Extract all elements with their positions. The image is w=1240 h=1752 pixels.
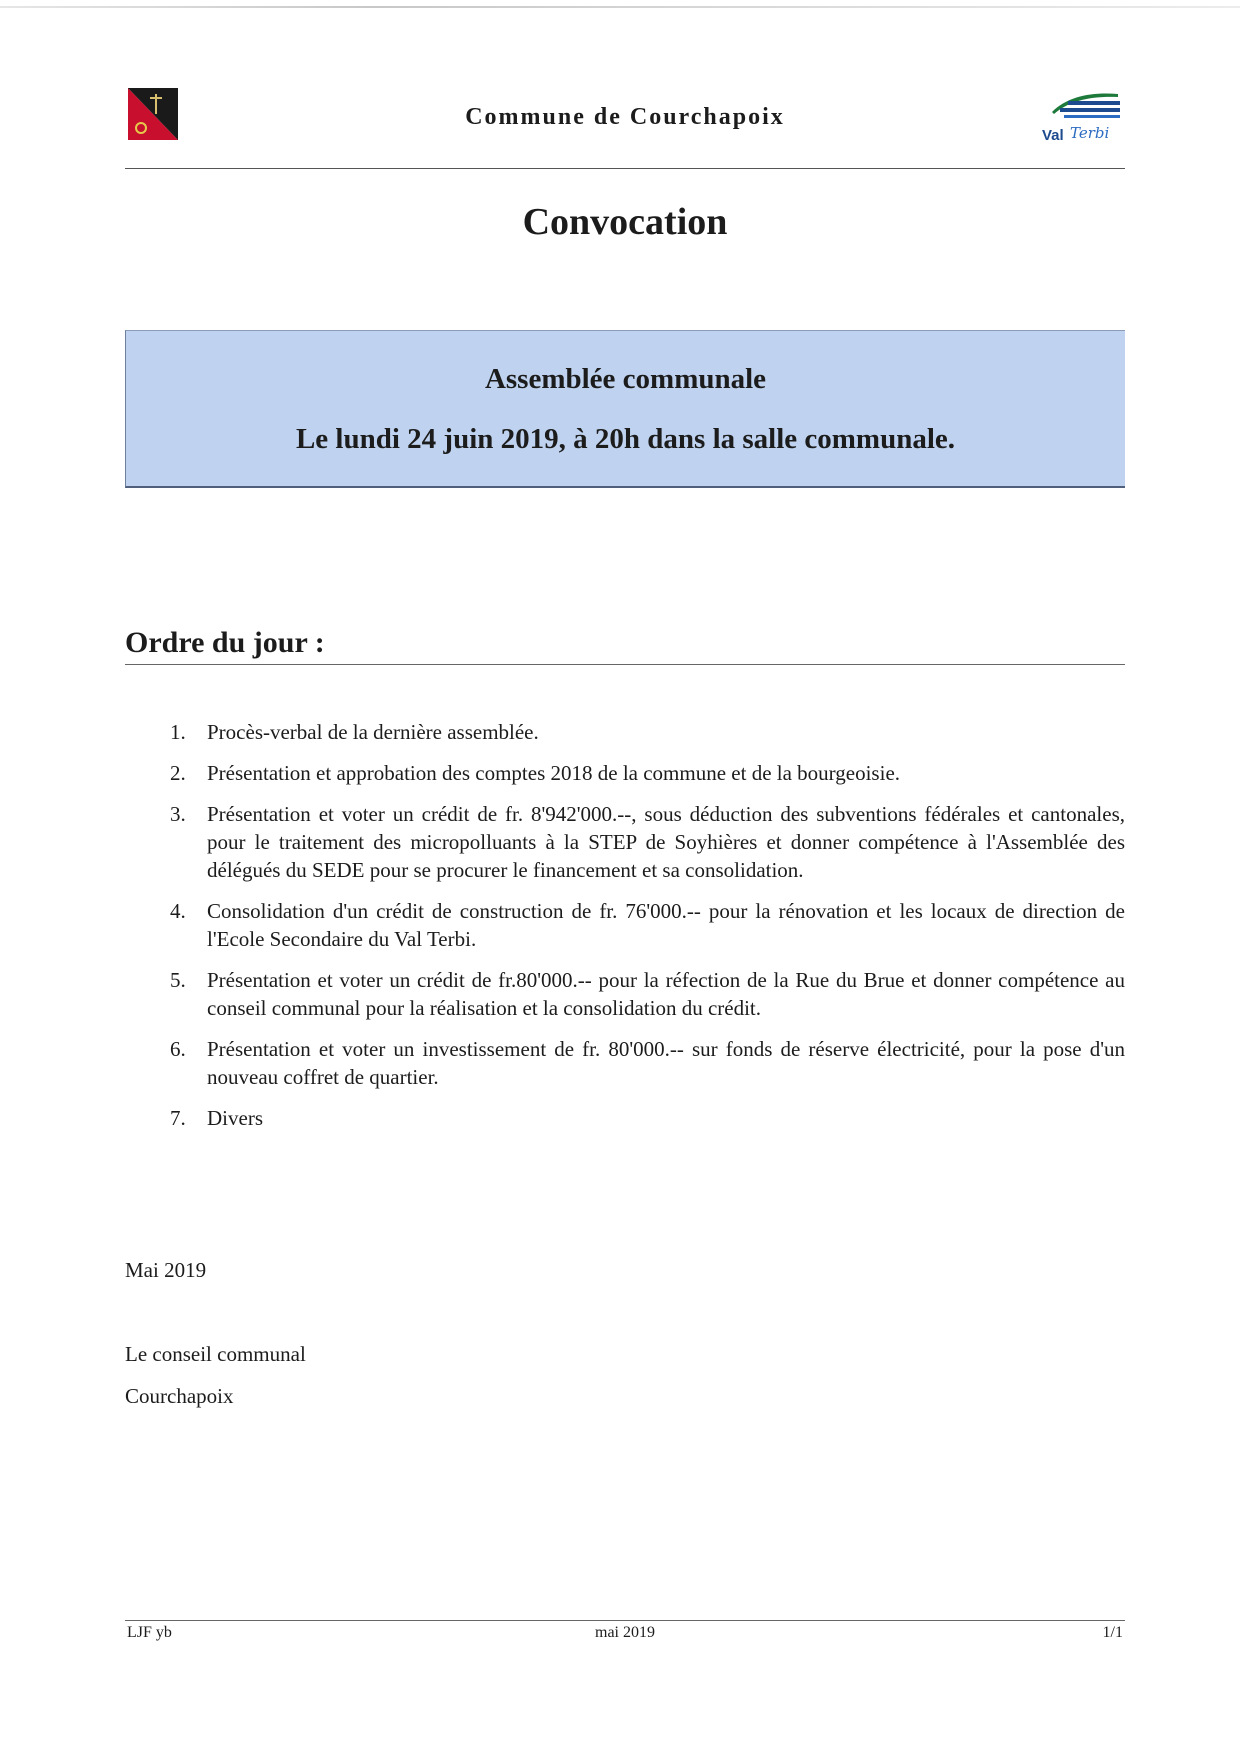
agenda-item <box>125 718 1125 746</box>
agenda-heading: Ordre du jour : <box>125 626 325 659</box>
footer-date: mai 2019 <box>595 1624 655 1641</box>
logo-wordmark-script: Terbi <box>1070 124 1110 142</box>
scan-edge-line <box>0 6 1240 8</box>
agenda-item <box>125 897 1125 953</box>
agenda-item-text: Consolidation d'un crédit de construction de fr. 76'000.-- pour la rénovation et les locaux de direction de l'Ecole Secondaire du Val Terbi. <box>207 899 1125 951</box>
agenda-item <box>125 1035 1125 1091</box>
meeting-type: Assemblée communale <box>484 363 767 395</box>
letterhead <box>125 88 1125 168</box>
agenda-item-text: Procès-verbal de la dernière assemblée. <box>207 720 539 744</box>
agenda-item-text: Divers <box>207 1106 263 1130</box>
agenda-item-number: 7. <box>170 1106 186 1130</box>
agenda-item-number: 1. <box>170 720 186 744</box>
agenda-divider <box>125 664 1125 665</box>
agenda-item-text: Présentation et voter un investissement de fr. 80'000.-- sur fonds de réserve électricité, pour la pose d'un nouveau coffret de quartier. <box>207 1037 1125 1089</box>
val-terbi-logo-icon <box>1030 88 1125 150</box>
commune-title: Commune de Courchapoix <box>465 104 785 130</box>
meeting-date-location: Le lundi 24 juin 2019, à 20h dans la salle communale. <box>295 423 956 455</box>
footer-initials: LJF yb <box>127 1624 172 1641</box>
document-title: Convocation <box>522 201 728 243</box>
page-footer <box>125 1624 1125 1648</box>
agenda-item-number: 3. <box>170 802 186 826</box>
signatory-place: Courchapoix <box>125 1384 234 1408</box>
signatory: Le conseil communal <box>125 1342 306 1366</box>
agenda-item <box>125 966 1125 1022</box>
header-divider <box>125 168 1125 169</box>
agenda-list <box>125 718 1125 1145</box>
agenda-item-number: 6. <box>170 1037 186 1061</box>
agenda-item-text: Présentation et approbation des comptes 2018 de la commune et de la bourgeoisie. <box>207 761 901 785</box>
agenda-item <box>125 1104 1125 1132</box>
logo-wordmark-prefix: Val <box>1042 127 1064 144</box>
agenda-item <box>125 800 1125 884</box>
footer-divider <box>125 1620 1125 1621</box>
agenda-item-text: Présentation et voter un crédit de fr.80'000.-- pour la réfection de la Rue du Brue et donner compétence au conseil communal pour la réalisation et la consolidation du crédit. <box>207 968 1125 1020</box>
agenda-item <box>125 759 1125 787</box>
agenda-item-number: 2. <box>170 761 186 785</box>
issue-date: Mai 2019 <box>125 1258 207 1282</box>
agenda-item-number: 5. <box>170 968 186 992</box>
meeting-banner <box>125 330 1125 488</box>
agenda-item-text: Présentation et voter un crédit de fr. 8'942'000.--, sous déduction des subventions fédérales et cantonales, pour le traitement des micropolluants à la STEP de Soyhières et donner compétence à l'Assemblée des délégués du SEDE pour se procurer le financement et sa consolidation. <box>207 802 1125 882</box>
agenda-item-number: 4. <box>170 899 186 923</box>
page-number: 1/1 <box>1102 1624 1123 1641</box>
